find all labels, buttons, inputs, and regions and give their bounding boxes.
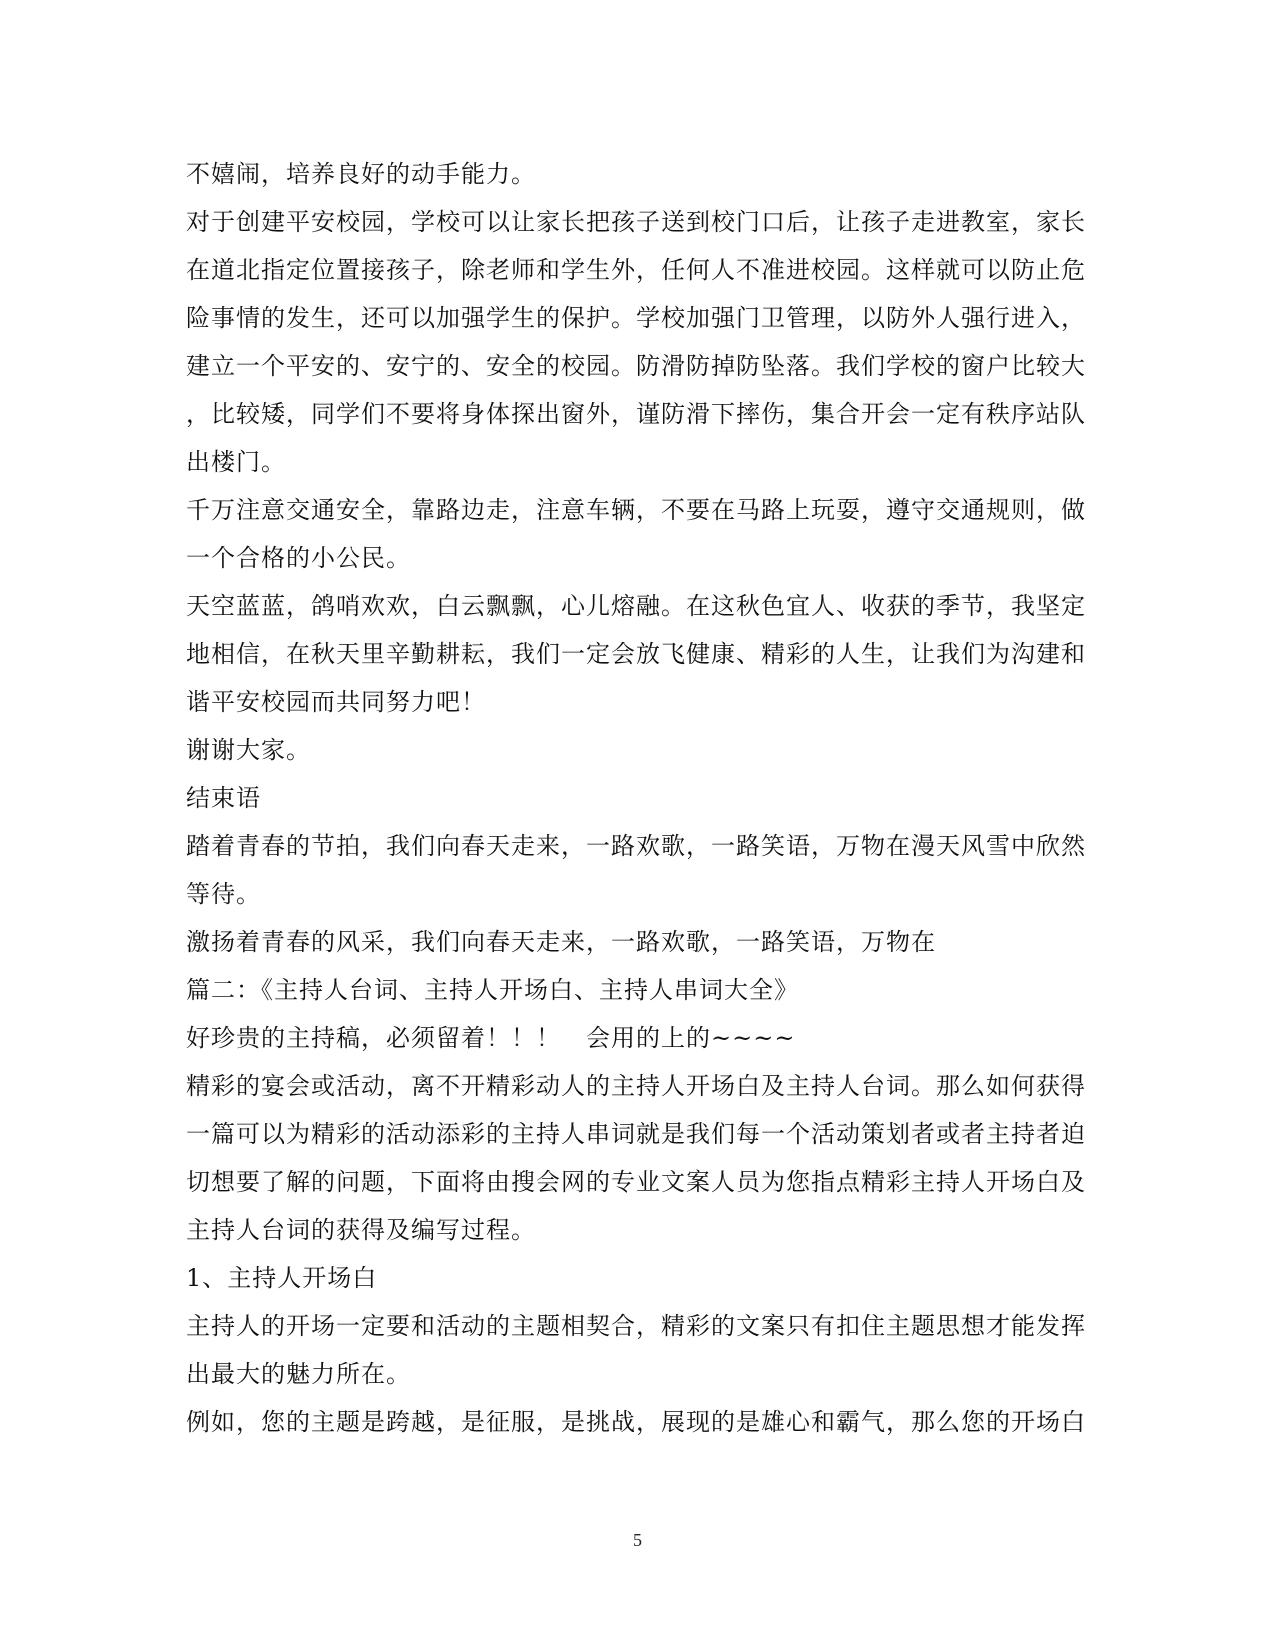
paragraph bbox=[186, 1398, 1086, 1446]
document-body bbox=[186, 150, 1086, 1446]
paragraph bbox=[186, 1014, 1086, 1062]
text-line: 激扬着青春的风采，我们向春天走来，一路欢歌，一路笑语，万物在 bbox=[186, 928, 936, 956]
text-line: 建立一个平安的、安宁的、安全的校园。防滑防掉防坠落。我们学校的窗户比较大 bbox=[186, 352, 1086, 380]
text-line: 谐平安校园而共同努力吧！ bbox=[186, 688, 486, 716]
text-line: 1、主持人开场白 bbox=[186, 1264, 378, 1292]
paragraph bbox=[186, 1302, 1086, 1398]
text-line: 主持人的开场一定要和活动的主题相契合，精彩的文案只有扣住主题思想才能发挥 bbox=[186, 1312, 1086, 1340]
text-line: 一个合格的小公民。 bbox=[186, 544, 411, 572]
text-line: 地相信，在秋天里辛勤耕耘，我们一定会放飞健康、精彩的人生，让我们为沟建和 bbox=[186, 640, 1086, 668]
text-line: 结束语 bbox=[186, 784, 261, 812]
text-line: 出最大的魅力所在。 bbox=[186, 1360, 411, 1388]
paragraph bbox=[186, 726, 1086, 774]
text-line: 一篇可以为精彩的活动添彩的主持人串词就是我们每一个活动策划者或者主持者迫 bbox=[186, 1120, 1086, 1148]
section-heading bbox=[186, 774, 1086, 822]
text-line: 险事情的发生，还可以加强学生的保护。学校加强门卫管理，以防外人强行进入， bbox=[186, 304, 1086, 332]
paragraph bbox=[186, 582, 1086, 726]
text-line: 好珍贵的主持稿，必须留着！！！ 会用的上的~~~~ bbox=[186, 1024, 796, 1052]
paragraph bbox=[186, 822, 1086, 918]
paragraph bbox=[186, 918, 1086, 966]
text-line: 不嬉闹，培养良好的动手能力。 bbox=[186, 160, 536, 188]
text-line: 踏着青春的节拍，我们向春天走来，一路欢歌，一路笑语，万物在漫天风雪中欣然 bbox=[186, 832, 1086, 860]
text-line: 谢谢大家。 bbox=[186, 736, 311, 764]
text-line: 天空蓝蓝，鸽哨欢欢，白云飘飘，心儿熔融。在这秋色宜人、收获的季节，我坚定 bbox=[186, 592, 1086, 620]
text-line: 切想要了解的问题，下面将由搜会网的专业文案人员为您指点精彩主持人开场白及 bbox=[186, 1168, 1086, 1196]
paragraph bbox=[186, 150, 1086, 198]
text-line: 千万注意交通安全，靠路边走，注意车辆，不要在马路上玩耍，遵守交通规则，做 bbox=[186, 496, 1086, 524]
text-line: 在道北指定位置接孩子，除老师和学生外，任何人不准进校园。这样就可以防止危 bbox=[186, 256, 1086, 284]
text-line: ，比较矮，同学们不要将身体探出窗外，谨防滑下摔伤，集合开会一定有秩序站队 bbox=[186, 400, 1086, 428]
paragraph bbox=[186, 1062, 1086, 1254]
text-line: 例如，您的主题是跨越，是征服，是挑战，展现的是雄心和霸气，那么您的开场白 bbox=[186, 1408, 1086, 1436]
text-line: 对于创建平安校园，学校可以让家长把孩子送到校门口后，让孩子走进教室，家长 bbox=[186, 208, 1086, 236]
text-line: 篇二：《主持人台词、主持人开场白、主持人串词大全》 bbox=[186, 976, 799, 1004]
chapter-title bbox=[186, 966, 1086, 1014]
page-number: 5 bbox=[633, 1530, 642, 1550]
paragraph bbox=[186, 486, 1086, 582]
text-line: 精彩的宴会或活动，离不开精彩动人的主持人开场白及主持人台词。那么如何获得 bbox=[186, 1072, 1086, 1100]
text-line: 等待。 bbox=[186, 880, 261, 908]
section-heading bbox=[186, 1254, 1086, 1302]
text-line: 主持人台词的获得及编写过程。 bbox=[186, 1216, 536, 1244]
paragraph bbox=[186, 198, 1086, 486]
text-line: 出楼门。 bbox=[186, 448, 286, 476]
